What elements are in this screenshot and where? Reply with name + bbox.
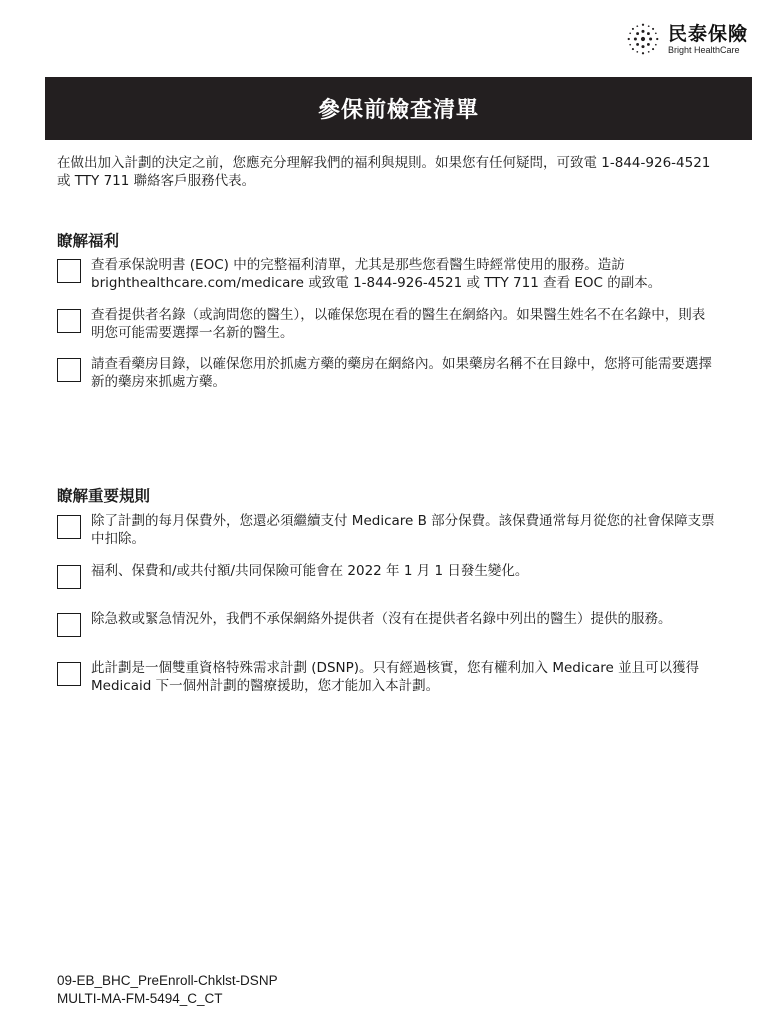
checklist-item-text: 請查看藥房目錄，以確保您用於抓處方藥的藥房在網絡內。如果藥房名稱不在目錄中，您將可能需要選擇新的藥房來抓處方藥。 — [91, 356, 712, 390]
section-heading-rules: 瞭解重要規則 — [57, 487, 151, 505]
page-title: 參保前檢查清單 — [317, 98, 479, 123]
checklist-item — [57, 306, 717, 342]
checkbox[interactable] — [57, 662, 81, 686]
checkbox[interactable] — [57, 565, 81, 589]
checkbox[interactable] — [57, 259, 81, 283]
checkbox[interactable] — [57, 358, 81, 382]
logo — [624, 20, 748, 58]
checklist-item-text: 查看提供者名錄（或詢問您的醫生），以確保您現在看的醫生在網絡內。如果醫生姓名不在名錄中，則表明您可能需要選擇一名新的醫生。 — [91, 307, 706, 341]
footer-codes — [57, 972, 278, 1008]
sunburst-dots-icon — [624, 20, 662, 58]
checklist-item — [57, 610, 717, 637]
checklist-item — [57, 355, 717, 391]
checklist-item — [57, 562, 717, 589]
checklist-item-text: 除急救或緊急情況外，我們不承保網絡外提供者（沒有在提供者名錄中列出的醫生）提供的服務。 — [91, 611, 672, 627]
checklist-item — [57, 512, 717, 548]
title-bar — [45, 77, 752, 140]
checkbox[interactable] — [57, 613, 81, 637]
checklist-item-text: 除了計劃的每月保費外，您還必須繼續支付 Medicare B 部分保費。該保費通常每月從您的社會保障支票中扣除。 — [91, 513, 715, 547]
logo-name-zh: 民泰保險 — [667, 22, 748, 45]
intro-paragraph: 在做出加入計劃的決定之前，您應充分理解我們的福利與規則。如果您有任何疑問，可致電 1-844-926-4521 或 TTY 711 聯絡客戶服務代表。 — [57, 155, 711, 189]
footer-code-line-2: MULTI-MA-FM-5494_C_CT — [57, 991, 223, 1006]
checklist-item — [57, 659, 717, 695]
checklist-item — [57, 256, 717, 292]
section-heading-benefits: 瞭解福利 — [57, 232, 120, 250]
checkbox[interactable] — [57, 309, 81, 333]
checkbox[interactable] — [57, 515, 81, 539]
checklist-item-text: 此計劃是一個雙重資格特殊需求計劃 (DSNP)。只有經過核實，您有權利加入 Medicare 並且可以獲得 Medicaid 下一個州計劃的醫療援助，您才能加入本計劃。 — [91, 660, 700, 694]
checklist-item-text: 福利、保費和/或共付額/共同保險可能會在 2022 年 1 月 1 日發生變化。 — [91, 563, 529, 579]
checklist-item-text: 查看承保說明書 (EOC) 中的完整福利清單，尤其是那些您看醫生時經常使用的服務。造訪 brighthealthcare.com/medicare 或致電 1-844-926-4521 或 TTY 711 查看 EOC 的副本。 — [91, 257, 662, 291]
logo-name-en: Bright HealthCare — [667, 44, 740, 55]
footer-code-line-1: 09-EB_BHC_PreEnroll-Chklst-DSNP — [57, 973, 278, 988]
